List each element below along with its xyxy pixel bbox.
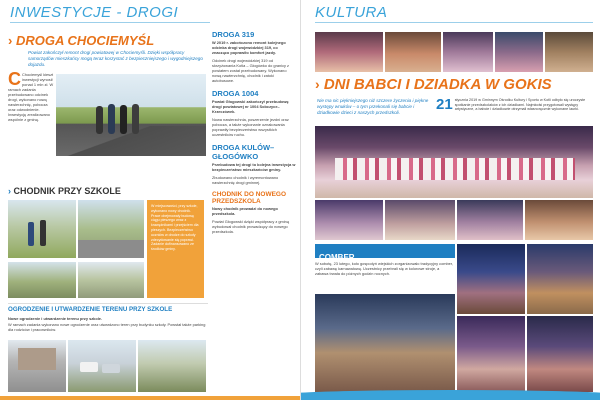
right-page [300,0,600,400]
comber-photo-1 [457,244,525,314]
kids-performance-photo [315,126,593,198]
event-photo-5 [545,32,593,72]
section-rule [315,22,593,23]
ogrodzenie-header [8,306,208,313]
main-article [8,33,203,68]
bottom-wave [300,390,600,400]
fence-photo-2 [68,340,136,392]
event-photo-2 [385,32,441,72]
section-rule [10,22,210,23]
droga1004-lead: Powiat Głogowski zakończył przebudowę drogi powiatowej nr 1004 Sobczyce–Krzeczówek. [212,99,289,114]
event-photo-4 [495,32,543,72]
side-column [212,30,296,392]
kulow-body: Zbudowano chodnik i wyremontowano nawierzchnię drogi gminnej. [212,175,279,185]
comber-title: COMBER [319,253,355,262]
school-photo-1 [8,200,76,258]
event-photo-9 [525,200,593,240]
bottom-stripe [0,396,300,400]
chodnik-orange-box [147,200,204,298]
przedszkole-title: CHODNIK DO NOWEGO PRZEDSZKOLA [212,191,287,205]
comber-photo-2 [527,244,593,314]
droga319-lead: W 2019 r. zakończono remont kolejnego odcinka drogi wojewódzkiej 319, co znacząco poprawiło komfort jazdy. [212,40,286,55]
culture-lead: Nie ma nic piękniejszego niż szczere życzenia i piękne występy wnuków – o tym przekonali się babcie i dziadkowie dzieci z naszych przedszkoli. [317,98,429,115]
droga1004-title: DROGA 1004 [212,89,259,98]
chevron-right-icon: › [8,33,13,48]
comber-title-bar [315,244,455,262]
main-article-title: DROGA CHOCIEMYŚL [15,33,155,48]
event-photo-8 [457,200,523,240]
ogrodzenie-title: OGRODZENIE I UTWARDZENIE TERENU PRZY SZKOLE [8,306,173,313]
fence-photo-1 [8,340,66,392]
fence-photo-3 [138,340,206,392]
comber-photo-4 [527,316,593,392]
event-photo-3 [443,32,493,72]
school-photo-4 [78,262,144,298]
school-photo-3 [8,262,76,298]
droga1004-body: Nowa nawierzchnia, poszerzenie jezdni oraz pobocza, a także wykonanie oznakowania poprawiły bezpieczeństwo wszystkich uczestników ruchu. [212,117,289,137]
chodnik-title: CHODNIK PRZY SZKOLE [13,186,121,196]
chevron-right-icon: › [8,186,11,196]
ogrodzenie-body: W ramach zadania wykonano nowe ogrodzenie oraz utwardzono teren przy budynku szkoły. Powstał także parking dla rodziców i pracowników. [8,322,206,332]
main-article-lead: Powiat zakończył remont drogi powiatowej w Chociemyśli. Dzięki współpracy samorządów mieszkańcy mogą teraz korzystać z bezpieczniejszego i wygodniejszego dojazdu. [28,50,203,67]
kulow-title: DROGA KULÓW–GŁOGÓWKO [212,143,275,161]
culture-title: DNI BABCI I DZIADKA W GOKIS [323,76,552,93]
section-title-culture: KULTURA [315,4,388,21]
przedszkole-lead: Nowy chodnik prowadzi do nowego przedszkola. [212,206,278,216]
event-photo-6 [315,200,383,240]
comber-party-photo [315,294,455,392]
date-number: 21 [436,96,453,113]
culture-header [315,76,595,93]
chevron-right-icon: › [315,76,320,92]
comber-body: W sobotę, 23 lutego, koło gospodyń wiejskich zorganizowało tradycyjny comber, czyli zabawę karnawałową. Uczestnicy przebrali się w kolorowe stroje, a zabawa trwała do późnych godzin nocnych. [315,261,453,276]
droga319-title: DROGA 319 [212,30,255,39]
kulow-lead: Przebudowa tej drogi to kolejna inwestycja w bezpieczeństwo mieszkańców gminy. [212,162,296,172]
section-title-investments: INWESTYCJE - DROGI [10,4,179,21]
culture-body-block [436,98,596,112]
culture-body: stycznia 2019 w Gminnym Ośrodku Kultury i Sportu w Kotli odbyło się uroczyste spotkanie przedszkolaków z ich dziadkami. Najmłodsi przygotowali występy artystyczne, a babcie i dziadkowie otrzymali własnoręcznie wykonane laurki. [454,98,586,112]
event-photo-1 [315,32,383,72]
ogrodzenie-subtitle: Nowe ogrodzenie i utwardzenie terenu przy szkole. [8,316,103,321]
droga319-body: Odcinek drogi wojewódzkiej 319 od skrzyżowania Kotla – Głogówko do granicy z powiatem został przebudowany. Wykonano nową nawierzchnię, chodnik i zatoki autobusowe. [212,58,289,83]
main-article-header [8,33,203,48]
main-article-body: Chociemyśl kieszt inwestycji wynosił ponad 1 mln zł. W ramach zadania przebudowano odcinek drogi, wykonano nową nawierzchnię, pobocza oraz odwodnienie. Inwestycję zrealizowano wspólnie z gminą. [8,72,54,122]
event-photo-7 [385,200,455,240]
chodnik-orange-box-text: W miejscowości, przy szkole, wykonano nowy chodnik. Prace obejmowały budowę ciągu pieszego wraz z krawężnikami i przejściem dla pieszych. Bezpieczeństwo uczniów w drodze do szkoły zdecydowanie się poprawi. Zadanie dofinansowano ze środków gminy. [151,204,199,252]
school-photo-2 [78,200,144,258]
divider [8,303,208,304]
comber-photo-3 [457,316,525,392]
przedszkole-body: Powiat Głogowski dzięki współpracy z gminą wybudował chodnik prowadzący do nowego przedszkola. [212,219,289,234]
drop-cap: C [8,69,21,89]
main-article-body-column [8,69,54,160]
road-photo [56,74,206,156]
chodnik-header [8,186,208,196]
